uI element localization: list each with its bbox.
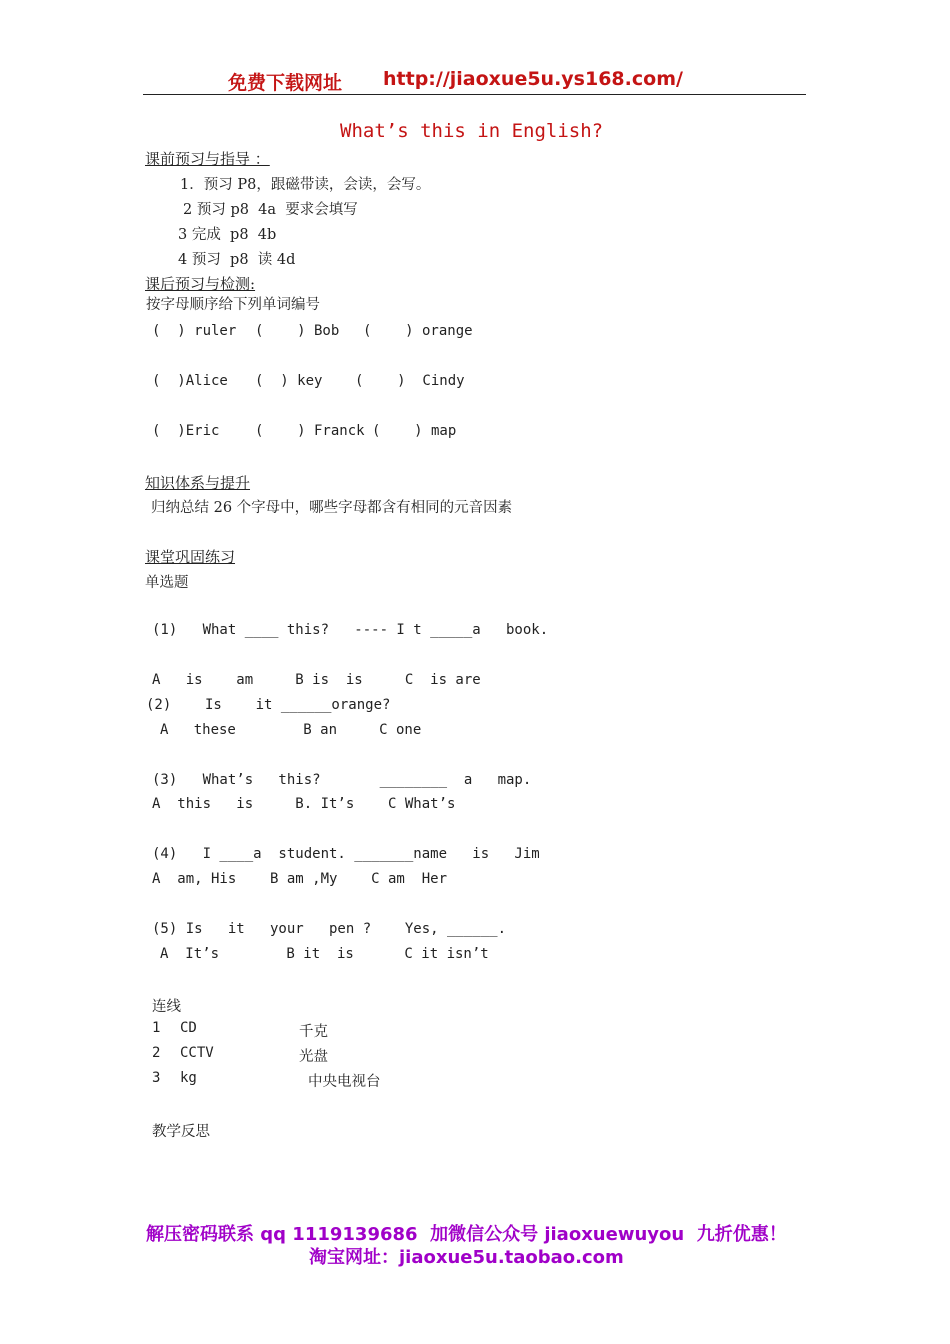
header-divider [143, 94, 806, 95]
matching-left: kg [180, 1070, 197, 1086]
pre-study-heading: 课前预习与指导 ： [145, 150, 270, 168]
question: (4) I ____a student. _______name is Jim [152, 846, 540, 862]
footer-taobao-link[interactable]: 淘宝网址：jiaoxue5u.taobao.com [309, 1247, 624, 1268]
word-order-item: ( ) Bob [255, 323, 340, 339]
post-study-instruction: 按字母顺序给下列单词编号 [146, 297, 320, 313]
question: (2) Is it ______orange? [146, 697, 391, 713]
matching-left: CD [180, 1020, 197, 1036]
word-order-item: ( ) key [255, 373, 323, 389]
header-url-link[interactable]: http://jiaoxue5u.ys168.com/ [383, 68, 683, 90]
reflection-heading: 教学反思 [152, 1124, 210, 1140]
pre-study-item: 4 预习 p8 读 4d [178, 252, 296, 268]
matching-number: 2 [152, 1045, 161, 1061]
question: (3) What’s this? ________ a map. [152, 772, 532, 788]
word-order-item: ( )Eric [152, 423, 220, 439]
pre-study-item: 1．预习 P8，跟磁带读，会读，会写。 [180, 177, 431, 193]
question: (1) What ____ this? ---- I t _____a book. [152, 622, 549, 638]
matching-right: 千克 [299, 1024, 328, 1040]
word-order-item: ( ) orange [363, 323, 473, 339]
word-order-item: ( ) Cindy [355, 373, 465, 389]
document-title: What’s this in English? [340, 120, 604, 142]
matching-right: 光盘 [299, 1049, 328, 1065]
matching-left: CCTV [180, 1045, 214, 1061]
question-options: A this is B. It’s C What’s [152, 796, 456, 812]
pre-study-item: 3 完成 p8 4b [178, 227, 277, 243]
knowledge-heading: 知识体系与提升 [145, 474, 251, 492]
pre-study-item: 2 预习 p8 4a 要求会填写 [183, 202, 358, 218]
question-options: A It’s B it is C it isn’t [160, 946, 489, 962]
word-order-item: ( ) ruler [152, 323, 237, 339]
question-options: A these B an C one [160, 722, 422, 738]
word-order-item: ( )Alice [152, 373, 228, 389]
question-options: A is am B is is C is are [152, 672, 481, 688]
practice-heading: 课堂巩固练习 [145, 548, 236, 566]
question: (5) Is it your pen ? Yes, ______. [152, 921, 507, 937]
practice-subheading: 单选题 [145, 575, 189, 591]
post-study-heading: 课后预习与检测: [145, 275, 256, 293]
word-order-item: ( ) Franck [255, 423, 365, 439]
knowledge-text: 归纳总结 26 个字母中，哪些字母都含有相同的元音因素 [151, 500, 513, 516]
footer-contact: 解压密码联系 qq 1119139686 加微信公众号 jiaoxuewuyou 九折优惠！ [146, 1224, 787, 1245]
matching-right: 中央电视台 [308, 1074, 381, 1090]
matching-number: 3 [152, 1070, 161, 1086]
matching-number: 1 [152, 1020, 161, 1036]
question-options: A am, His B am ,My C am Her [152, 871, 448, 887]
header-free-download: 免费下载网址 [228, 72, 343, 94]
word-order-item: ( ) map [372, 423, 457, 439]
matching-heading: 连线 [152, 999, 181, 1015]
